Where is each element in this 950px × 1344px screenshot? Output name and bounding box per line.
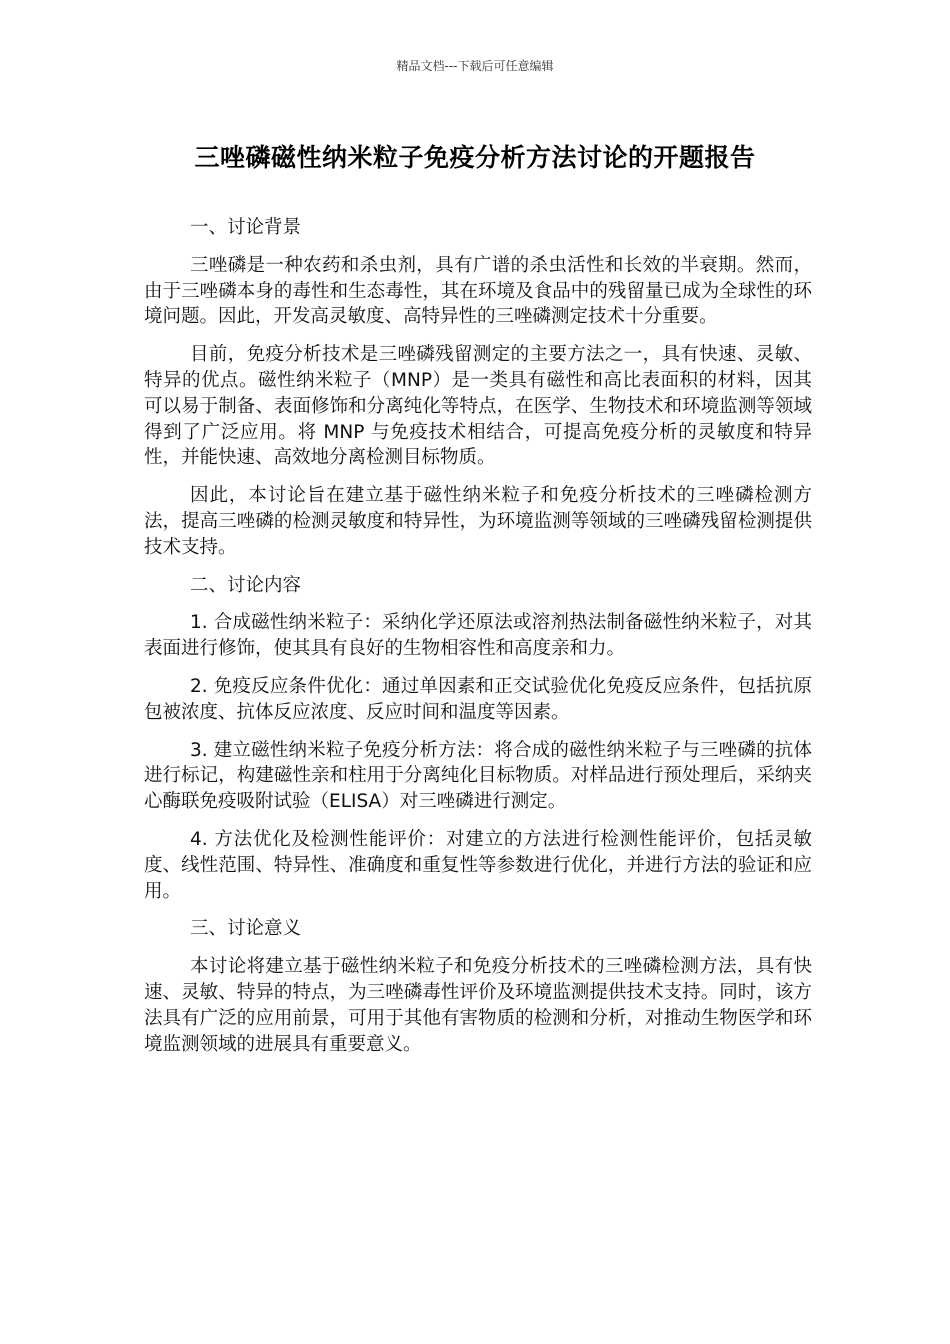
section-heading-significance: 三、讨论意义: [190, 918, 302, 940]
page-header-note: 精品文档---下载后可任意编辑: [396, 59, 554, 73]
section-heading-background: 一、讨论背景: [190, 217, 302, 238]
document-body: [144, 215, 812, 1069]
document-title: 三唑磷磁性纳米粒子免疫分析方法讨论的开题报告: [194, 143, 756, 172]
paragraph: 本讨论将建立基于磁性纳米粒子和免疫分析技术的三唑磷检测方法，具有快速、灵敏、特异的特点，为三唑磷毒性评价及环境监测提供技术支持。同时，该方法具有广泛的应用前景，可用于其他有害物质的检测和分析，对推动生物医学和环境监测领域的进展具有重要意义。: [144, 956, 812, 1055]
list-item: 4. 方法优化及检测性能评价：对建立的方法进行检测性能评价，包括灵敏度、线性范围、特异性、准确度和重复性等参数进行优化，并进行方法的验证和应用。: [144, 828, 812, 902]
list-item: 3. 建立磁性纳米粒子免疫分析方法：将合成的磁性纳米粒子与三唑磷的抗体进行标记，构建磁性亲和柱用于分离纯化目标物质。对样品进行预处理后，采纳夹心酶联免疫吸附试验（ELISA）对三唑磷进行测定。: [144, 739, 812, 813]
paragraph: 三唑磷是一种农药和杀虫剂，具有广谱的杀虫活性和长效的半衰期。然而，由于三唑磷本身的毒性和生态毒性，其在环境及食品中的残留量已成为全球性的环境问题。因此，开发高灵敏度、高特异性的三唑磷测定技术十分重要。: [144, 254, 812, 328]
paragraph: 因此，本讨论旨在建立基于磁性纳米粒子和免疫分析技术的三唑磷检测方法，提高三唑磷的检测灵敏度和特异性，为环境监测等领域的三唑磷残留检测提供技术支持。: [144, 485, 812, 558]
paragraph: 目前，免疫分析技术是三唑磷残留测定的主要方法之一，具有快速、灵敏、特异的优点。磁性纳米粒子（MNP）是一类具有磁性和高比表面积的材料，因其可以易于制备、表面修饰和分离纯化等特点，在医学、生物技术和环境监测等领域得到了广泛应用。将 MNP 与免疫技术相结合，可提高免疫分析的灵敏度和特异性，并能快速、高效地分离检测目标物质。: [144, 344, 812, 469]
list-item: 1. 合成磁性纳米粒子：采纳化学还原法或溶剂热法制备磁性纳米粒子，对其表面进行修饰，使其具有良好的生物相容性和高度亲和力。: [144, 612, 812, 660]
section-heading-content: 二、讨论内容: [190, 574, 302, 596]
list-item: 2. 免疫反应条件优化：通过单因素和正交试验优化免疫反应条件，包括抗原包被浓度、抗体反应浓度、反应时间和温度等因素。: [144, 675, 812, 723]
